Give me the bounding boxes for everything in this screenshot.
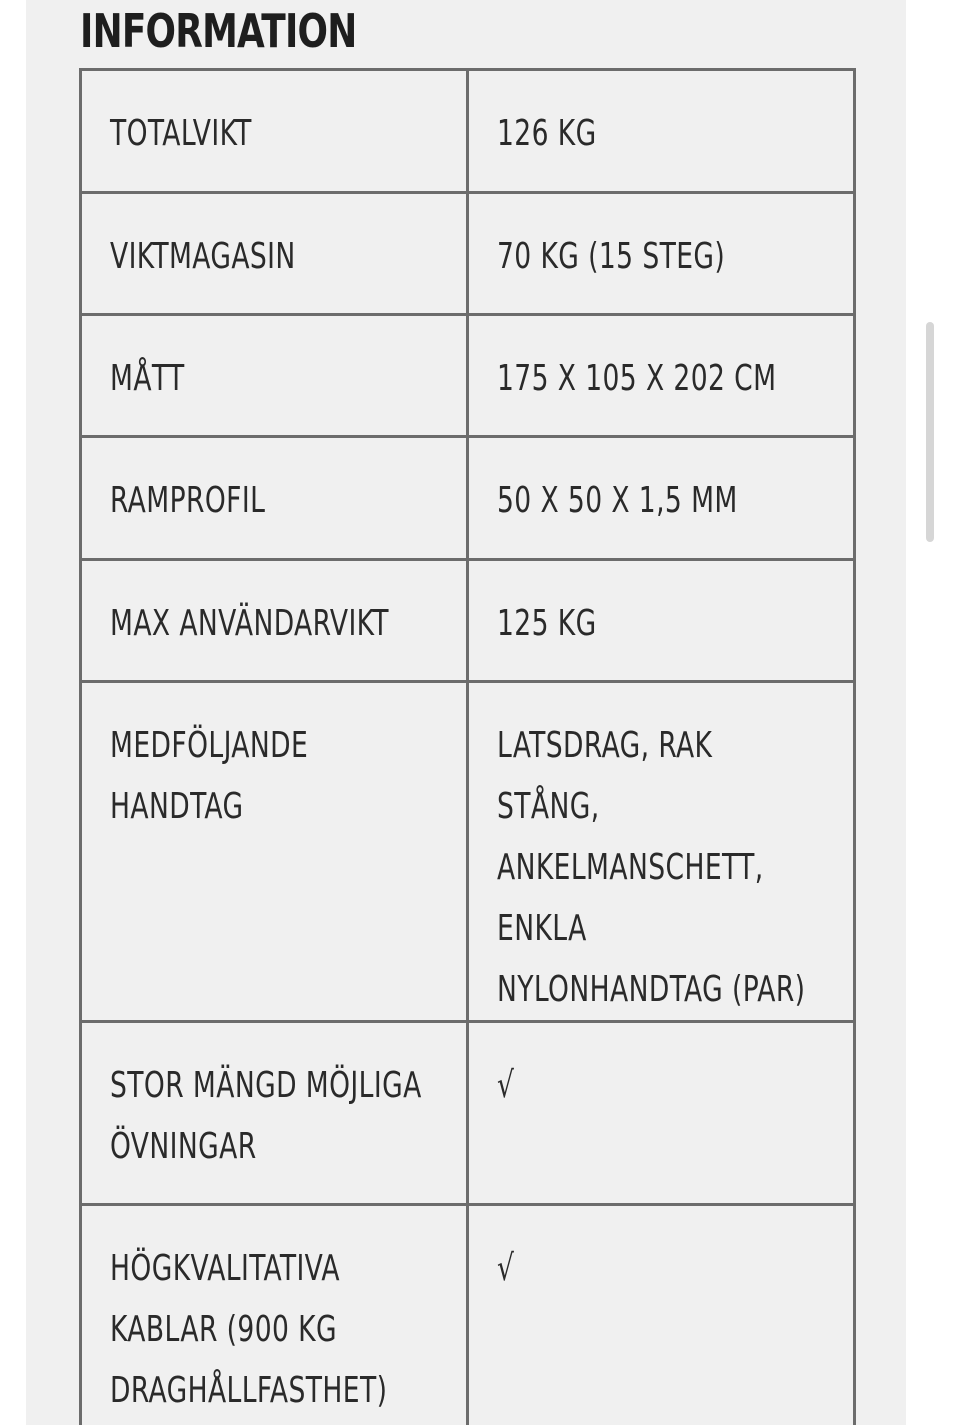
spec-value-cell xyxy=(468,560,855,682)
spec-value-cell xyxy=(468,682,855,1022)
spec-label-cell xyxy=(81,1022,468,1205)
spec-label: HÖGKVALITATIVA KABLAR (900 KG DRAGHÅLLFASTHET) xyxy=(110,1248,388,1411)
spec-label-cell xyxy=(81,682,468,1022)
spec-value: 125 KG xyxy=(497,603,597,644)
table-row xyxy=(81,437,855,560)
spec-label: MEDFÖLJANDE HANDTAG xyxy=(110,725,309,827)
spec-label: MAX ANVÄNDARVIKT xyxy=(110,603,389,644)
check-mark: √ xyxy=(497,1065,515,1106)
table-row xyxy=(81,1022,855,1205)
scrollbar[interactable] xyxy=(926,322,934,542)
spec-value-cell xyxy=(468,315,855,437)
spec-value: 70 KG (15 STEG) xyxy=(497,236,726,277)
spec-value-cell xyxy=(468,70,855,193)
spec-label: VIKTMAGASIN xyxy=(110,236,296,277)
table-row xyxy=(81,1205,855,1425)
section-title: INFORMATION xyxy=(80,4,357,58)
spec-value: 126 KG xyxy=(497,113,597,154)
spec-label: RAMPROFIL xyxy=(110,480,266,521)
spec-value-cell xyxy=(468,437,855,560)
spec-label-cell xyxy=(81,70,468,193)
check-mark: √ xyxy=(497,1248,515,1289)
spec-value-cell xyxy=(468,193,855,315)
table-row xyxy=(81,682,855,1022)
spec-value: 50 X 50 X 1,5 MM xyxy=(497,480,738,521)
spec-value: LATSDRAG, RAK STÅNG, ANKELMANSCHETT, ENKLA NYLONHANDTAG (PAR) xyxy=(497,725,806,1010)
spec-label-cell xyxy=(81,437,468,560)
spec-value: 175 X 105 X 202 CM xyxy=(497,358,777,399)
table-row xyxy=(81,70,855,193)
table-row xyxy=(81,193,855,315)
spec-value-cell xyxy=(468,1205,855,1425)
spec-label-cell xyxy=(81,1205,468,1425)
spec-label: STOR MÄNGD MÖJLIGA ÖVNINGAR xyxy=(110,1065,422,1167)
spec-label-cell xyxy=(81,193,468,315)
spec-label-cell xyxy=(81,560,468,682)
spec-label: TOTALVIKT xyxy=(110,113,252,154)
table-row xyxy=(81,560,855,682)
table-row xyxy=(81,315,855,437)
spec-label: MÅTT xyxy=(110,358,185,399)
spec-label-cell xyxy=(81,315,468,437)
spec-table xyxy=(79,68,856,1425)
spec-value-cell xyxy=(468,1022,855,1205)
